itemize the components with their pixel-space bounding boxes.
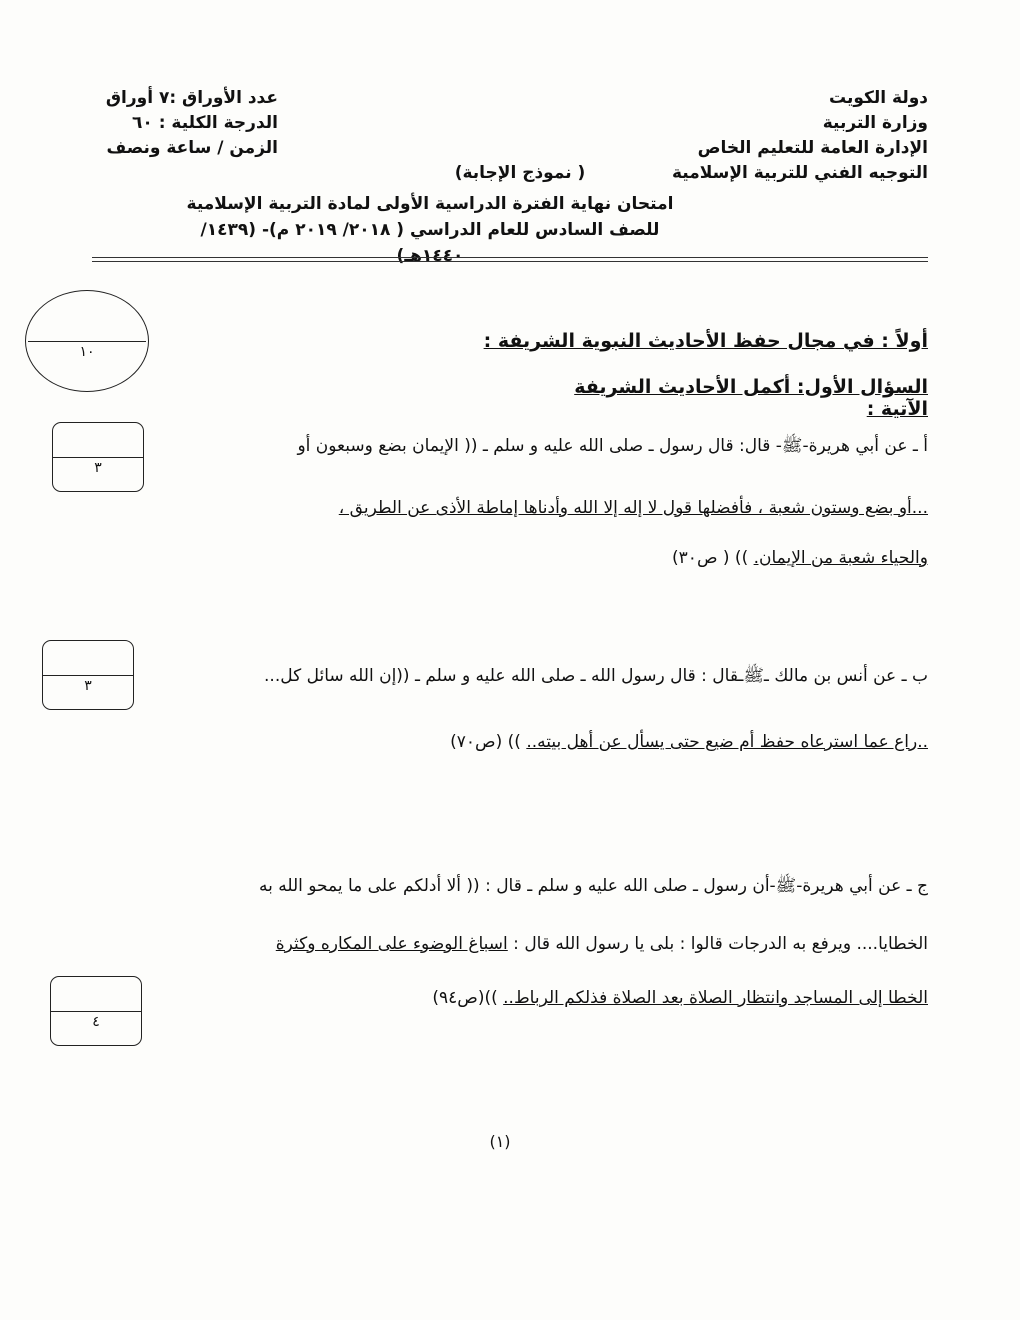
header-ministry-block — [598, 86, 928, 186]
item-b-line2 — [138, 728, 928, 756]
exam-title: امتحان نهاية الفترة الدراسية الأولى لمادة التربية الإسلامية — [186, 194, 674, 214]
item-c-answer-2: الخطا إلى المساجد وانتظار الصلاة بعد الصلاة فذلكم الرباط.. — [503, 988, 928, 1008]
header-ministry: وزارة التربية — [822, 113, 928, 133]
item-c-line2 — [138, 930, 928, 958]
item-a-answer-2: والحياء شعبة من الإيمان. — [753, 548, 928, 568]
answer-model-label: ( نموذج الإجابة) — [454, 163, 586, 183]
score-box-divider — [51, 1011, 141, 1012]
item-c-line1: ج ـ عن أبي هريرة-ﷺ-أن رسول ـ صلى الله عليه و سلم ـ قال : (( ألا أدلكم على ما يمحو الله به — [258, 876, 928, 896]
header-duration: الزمن / ساعة ونصف — [106, 138, 278, 158]
header-exam-info-block — [78, 86, 278, 161]
item-c-answer-1: اسباغ الوضوء على المكاره وكثرة — [275, 934, 508, 954]
item-a-score-box — [52, 422, 144, 492]
header-administration: الإدارة العامة للتعليم الخاص — [697, 138, 928, 158]
page-number: (١) — [489, 1132, 511, 1151]
score-circle-divider — [28, 341, 146, 342]
header-supervision: التوجيه الفني للتربية الإسلامية — [671, 163, 928, 183]
item-c-score: ٤ — [92, 1014, 100, 1030]
item-a-score: ٣ — [94, 460, 102, 476]
item-b-score-box — [42, 640, 134, 710]
item-b-line1: ب ـ عن أنس بن مالك ـﷺـقال : قال رسول الله ـ صلى الله عليه و سلم ـ ((إن الله سائل كل... — [264, 666, 928, 686]
item-c-line3 — [138, 984, 928, 1012]
item-b-score: ٣ — [84, 678, 92, 694]
exam-subtitle: للصف السادس للعام الدراسي ( ٢٠١٨/ ٢٠١٩ م)- (١٤٣٩/ ١٤٤٠هـ) — [200, 220, 660, 266]
item-b-reference: )) (ص٧٠) — [450, 732, 527, 752]
item-c-reference: ))(ص٩٤) — [432, 988, 504, 1008]
item-c-score-box — [50, 976, 142, 1046]
item-a-answer-1: ...أو بضع وستون شعبة ، فأفضلها قول لا إله إلا الله وأدناها إماطة الأذى عن الطريق ، — [338, 498, 928, 518]
question1-title: السؤال الأول: أكمل الأحاديث الشريفة الآتية : — [574, 376, 928, 420]
score-box-divider — [43, 675, 133, 676]
header-total-grade: الدرجة الكلية : ٦٠ — [132, 113, 278, 133]
header-country: دولة الكويت — [828, 88, 928, 108]
header-divider-top — [92, 257, 928, 258]
item-a-line1: أ ـ عن أبي هريرة-ﷺ- قال: قال رسول ـ صلى الله عليه و سلم ـ (( الإيمان بضع وسبعون أو — [297, 436, 928, 456]
item-c-text: الخطايا.... ويرفع به الدرجات قالوا : بلى يا رسول الله قال : — [507, 934, 928, 954]
section-score-circle — [25, 290, 149, 392]
item-a-line2 — [138, 494, 928, 522]
header-divider-bottom — [92, 261, 928, 262]
item-a-line3 — [138, 544, 928, 572]
score-box-divider — [53, 457, 143, 458]
section-title: أولاً : في مجال حفظ الأحاديث النبوية الشريفة : — [483, 330, 928, 352]
item-b-answer: ..راع عما استرعاه حفظ أم ضيع حتى يسأل عن أهل بيته.. — [526, 732, 928, 752]
section-score-value: ١٠ — [79, 344, 95, 360]
header-pages-count: عدد الأوراق :٧ أوراق — [105, 88, 278, 108]
item-a-reference: )) ( ص٣٠) — [672, 548, 754, 568]
